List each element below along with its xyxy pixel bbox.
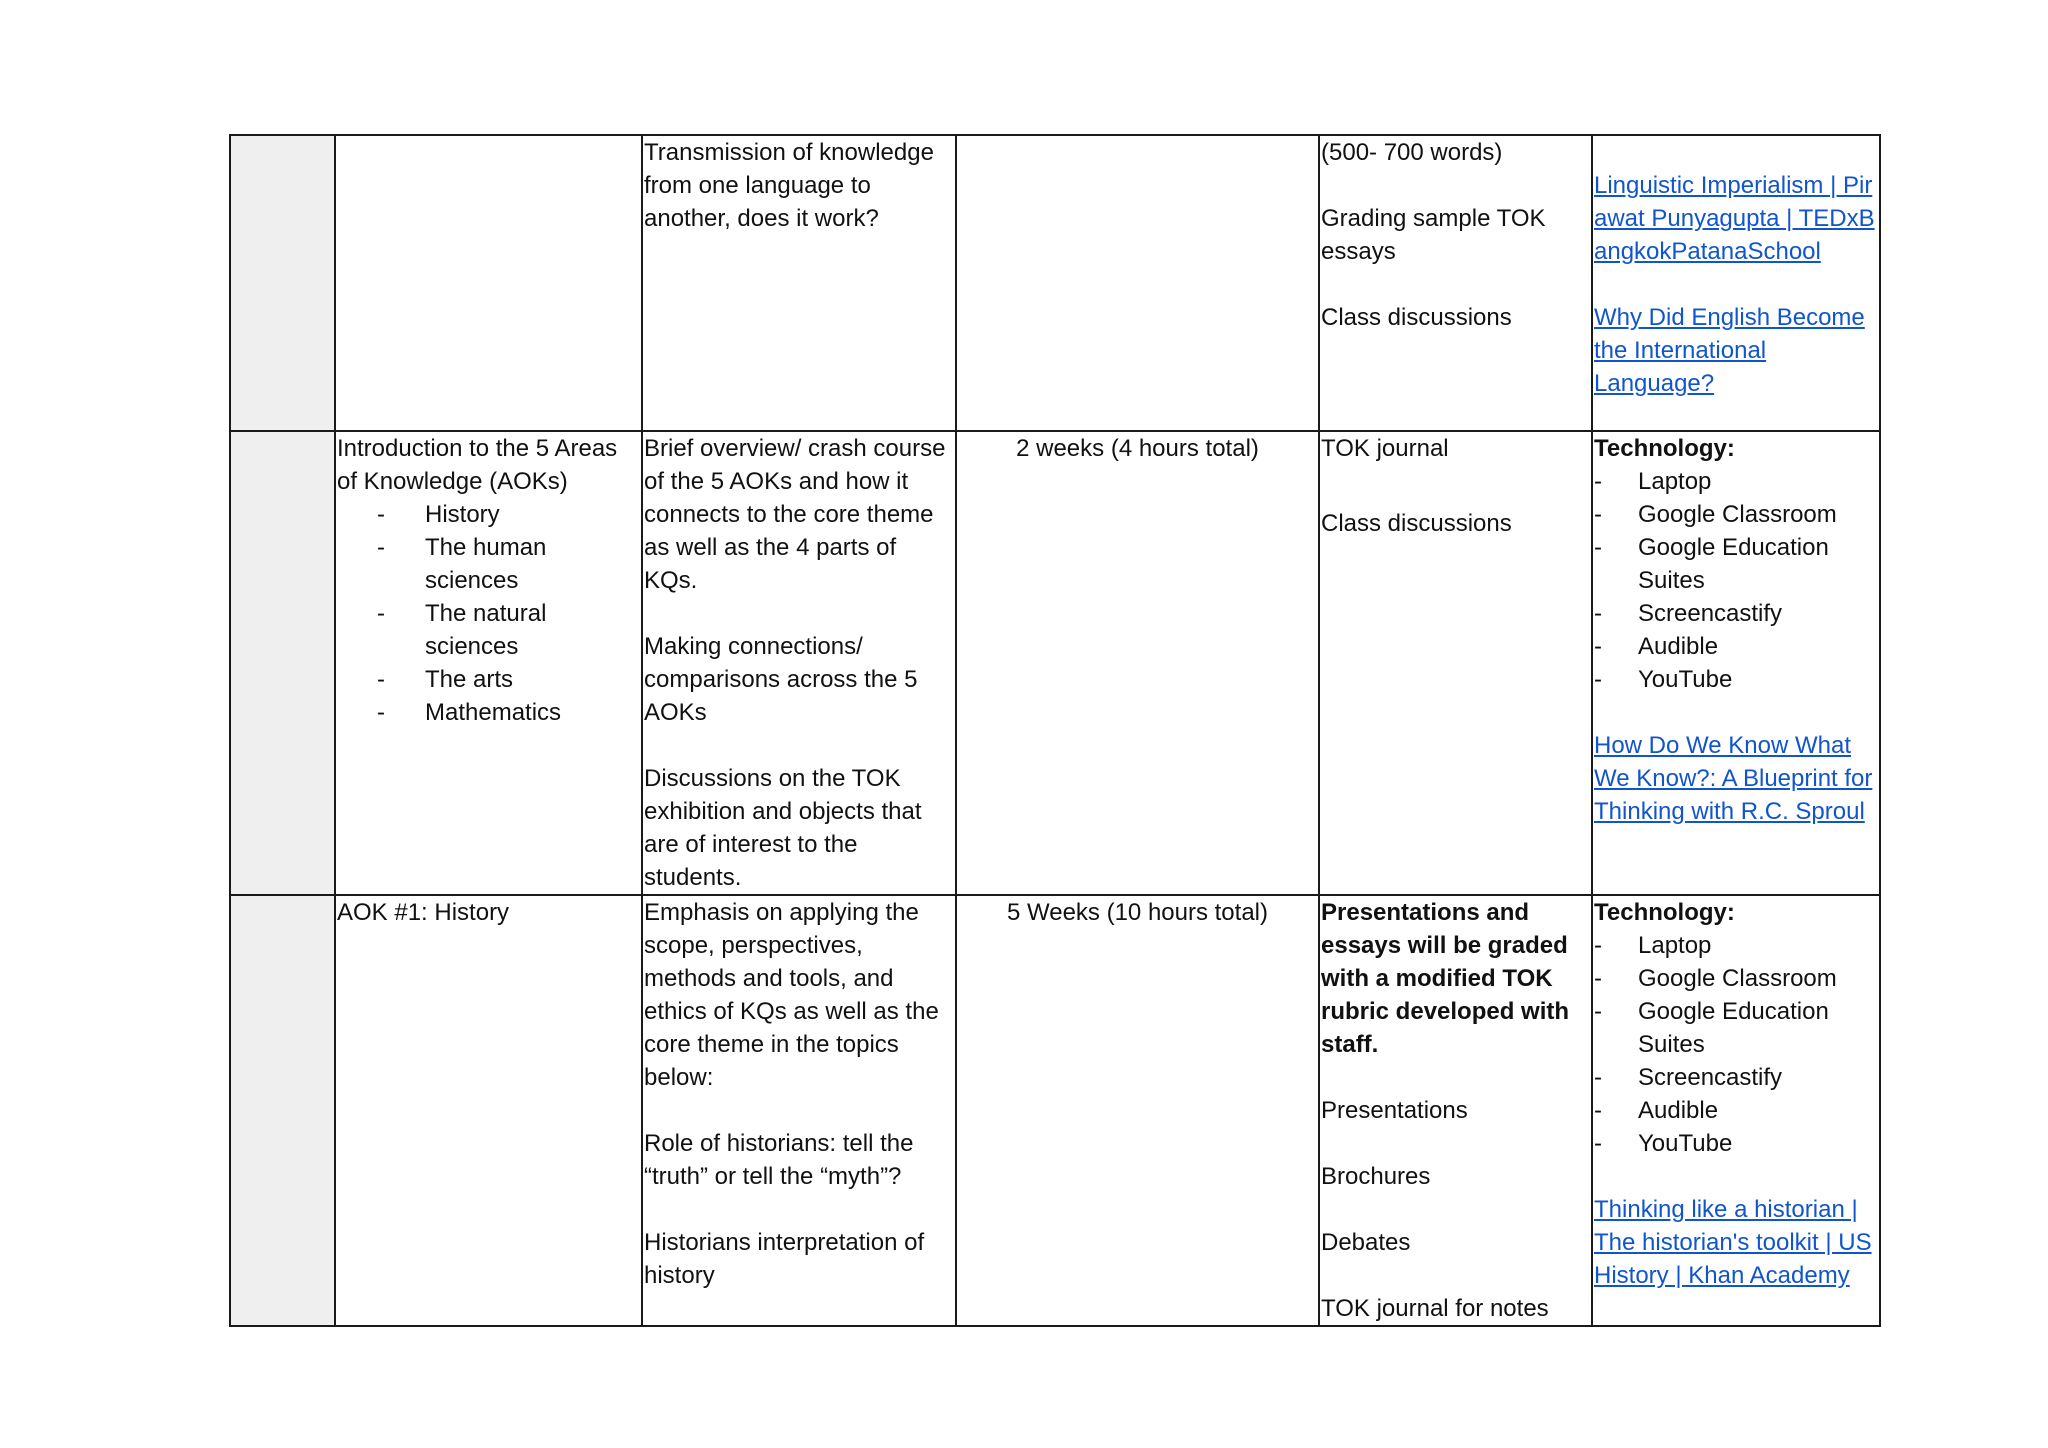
technology-heading: Technology:	[1594, 435, 1735, 462]
technology-heading: Technology:	[1594, 899, 1735, 926]
unit-cell	[335, 431, 642, 895]
unit-title: AOK #1: History	[337, 899, 510, 926]
list-item: - History	[377, 498, 640, 531]
table-row	[230, 135, 1880, 431]
content-text: Making connections/ comparisons across the 5 AOKs	[644, 633, 923, 726]
duration-cell	[956, 135, 1319, 431]
list-item: - Audible	[1594, 1094, 1878, 1127]
assessment-text: Brochures	[1321, 1163, 1431, 1190]
resource-link[interactable]: How Do We Know What We Know?: A Blueprint for Thinking with R.C. Sproul	[1594, 732, 1873, 825]
assessment-cell	[1319, 895, 1592, 1326]
list-item: - Google Classroom	[1594, 962, 1878, 995]
assessment-text: TOK journal	[1321, 435, 1449, 462]
technology-list	[1594, 465, 1878, 696]
row-marker-cell	[230, 895, 335, 1326]
unit-cell	[335, 895, 642, 1326]
assessment-text: (500- 700 words)	[1321, 139, 1503, 166]
unit-title: Introduction to the 5 Areas of Knowledge (AOKs)	[337, 435, 624, 495]
content-text: Emphasis on applying the scope, perspectives, methods and tools, and ethics of KQs as well as the core theme in the topics below:	[644, 899, 946, 1091]
duration-text: 2 weeks (4 hours total)	[1016, 435, 1259, 462]
content-cell	[642, 135, 956, 431]
assessment-cell	[1319, 431, 1592, 895]
list-item: - Mathematics	[377, 696, 640, 729]
resources-cell	[1592, 431, 1880, 895]
list-item: - YouTube	[1594, 663, 1878, 696]
list-item: - Google Education Suites	[1594, 531, 1878, 597]
row-marker-cell	[230, 431, 335, 895]
list-item: - The human sciences	[377, 531, 640, 597]
duration-cell	[956, 431, 1319, 895]
assessment-text: Grading sample TOK essays	[1321, 205, 1553, 265]
list-item: - Google Classroom	[1594, 498, 1878, 531]
unit-cell	[335, 135, 642, 431]
table-row	[230, 431, 1880, 895]
curriculum-table	[229, 134, 1881, 1327]
content-text: Historians interpretation of history	[644, 1229, 931, 1289]
assessment-text: TOK journal for notes	[1321, 1295, 1549, 1322]
resources-cell	[1592, 895, 1880, 1326]
content-text: Discussions on the TOK exhibition and objects that are of interest to the students.	[644, 765, 929, 891]
content-cell	[642, 895, 956, 1326]
list-item: - YouTube	[1594, 1127, 1878, 1160]
duration-text: 5 Weeks (10 hours total)	[1006, 899, 1268, 926]
resources-cell	[1592, 135, 1880, 431]
assessment-text: Presentations	[1321, 1097, 1468, 1124]
grading-note: Presentations and essays will be graded with a modified TOK rubric developed with staff.	[1321, 899, 1576, 1058]
list-item: - Screencastify	[1594, 1061, 1878, 1094]
content-text: Role of historians: tell the “truth” or tell the “myth”?	[644, 1130, 921, 1190]
content-text: Transmission of knowledge from one language to another, does it work?	[644, 139, 941, 232]
resource-link[interactable]: Thinking like a historian | The historian's toolkit | US History | Khan Academy	[1594, 1196, 1872, 1289]
assessment-text: Class discussions	[1321, 304, 1512, 331]
duration-cell	[956, 895, 1319, 1326]
technology-list	[1594, 929, 1878, 1160]
list-item: - Screencastify	[1594, 597, 1878, 630]
assessment-text: Class discussions	[1321, 510, 1512, 537]
list-item: - Google Education Suites	[1594, 995, 1878, 1061]
aok-list	[337, 498, 640, 729]
content-text: Brief overview/ crash course of the 5 AOKs and how it connects to the core theme as well as the 4 parts of KQs.	[644, 435, 953, 594]
list-item: - Laptop	[1594, 929, 1878, 962]
list-item: - Audible	[1594, 630, 1878, 663]
list-item: - The arts	[377, 663, 640, 696]
assessment-text: Debates	[1321, 1229, 1411, 1256]
list-item: - The natural sciences	[377, 597, 640, 663]
resource-link[interactable]: Why Did English Become the International Language?	[1594, 304, 1865, 397]
content-cell	[642, 431, 956, 895]
row-marker-cell	[230, 135, 335, 431]
assessment-cell	[1319, 135, 1592, 431]
resource-link[interactable]: Linguistic Imperialism | Pirawat Punyagupta | TEDxBangkokPatanaSchool	[1594, 172, 1875, 265]
table-row	[230, 895, 1880, 1326]
list-item: - Laptop	[1594, 465, 1878, 498]
